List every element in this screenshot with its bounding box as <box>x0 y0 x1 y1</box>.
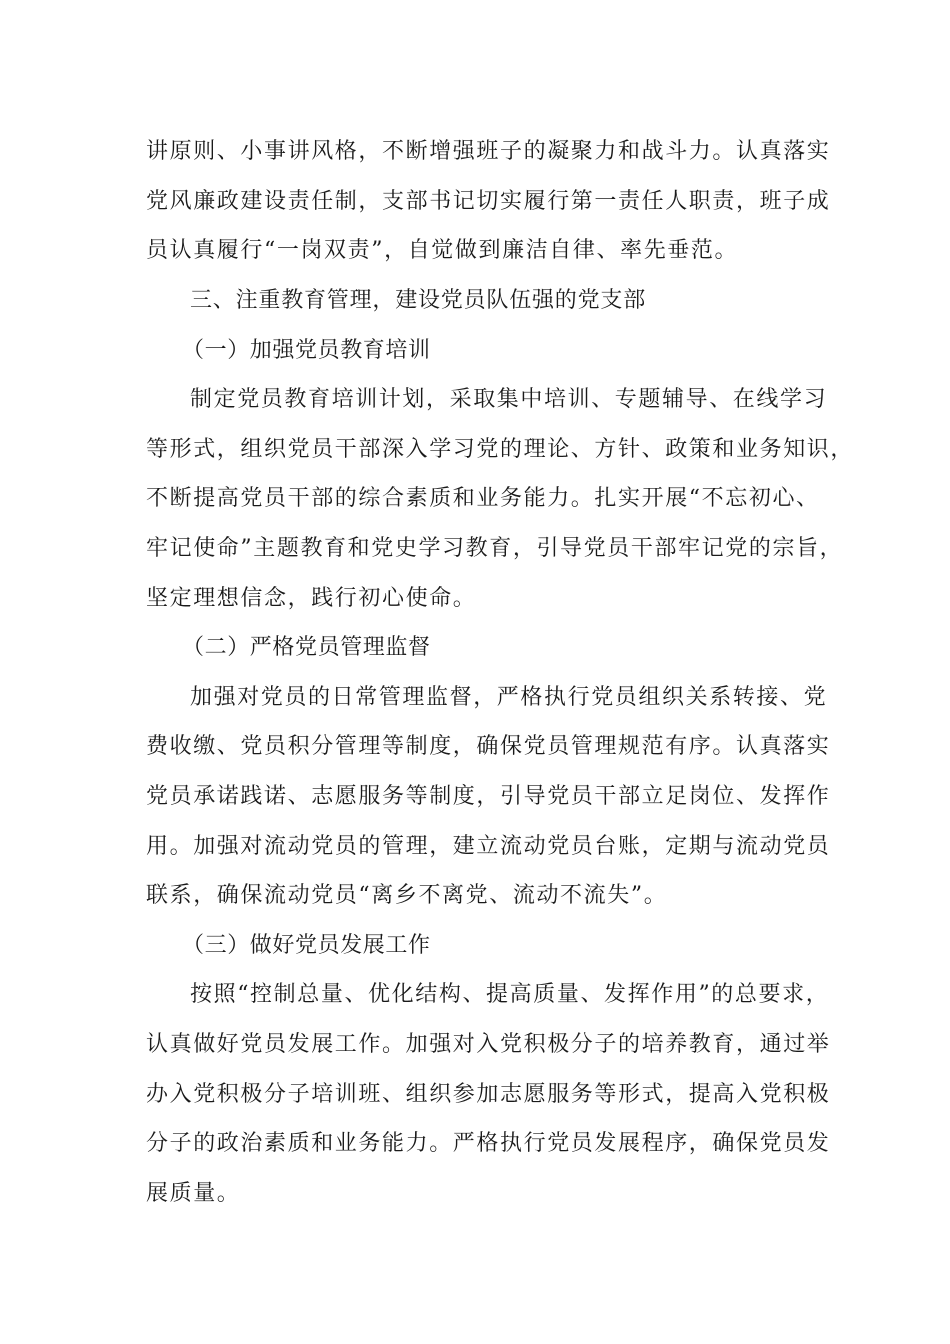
subsection-heading: （三）做好党员发展工作 <box>182 933 431 958</box>
text-line: 党风廉政建设责任制，支部书记切实履行第一责任人职责，班子成 <box>146 189 831 214</box>
text-line: 等形式，组织党员干部深入学习党的理论、方针、政策和业务知识， <box>146 437 855 462</box>
text-line: 牢记使命”主题教育和党史学习教育，引导党员干部牢记党的宗旨， <box>146 536 844 561</box>
text-line: 按照“控制总量、优化结构、提高质量、发挥作用”的总要求， <box>190 982 830 1007</box>
text-line: 党员承诺践诺、志愿服务等制度，引导党员干部立足岗位、发挥作 <box>146 784 831 809</box>
section-heading: 三、注重教育管理，建设党员队伍强的党支部 <box>190 288 647 313</box>
text-line: 认真做好党员发展工作。加强对入党积极分子的培养教育，通过举 <box>146 1032 831 1057</box>
text-line: 讲原则、小事讲风格，不断增强班子的凝聚力和战斗力。认真落实 <box>146 139 831 164</box>
text-line: 制定党员教育培训计划，采取集中培训、专题辅导、在线学习 <box>190 387 828 412</box>
text-line: 加强对党员的日常管理监督，严格执行党员组织关系转接、党 <box>190 685 828 710</box>
text-line: 联系，确保流动党员“离乡不离党、流动不流失”。 <box>146 883 668 908</box>
subsection-heading: （二）严格党员管理监督 <box>182 635 431 660</box>
text-line: 坚定理想信念，践行初心使命。 <box>146 586 477 611</box>
text-line: 办入党积极分子培训班、组织参加志愿服务等形式，提高入党积极 <box>146 1082 831 1107</box>
text-line: 用。加强对流动党员的管理，建立流动党员台账，定期与流动党员 <box>146 834 831 859</box>
text-line: 展质量。 <box>146 1181 241 1206</box>
text-line: 不断提高党员干部的综合素质和业务能力。扎实开展“不忘初心、 <box>146 486 820 511</box>
text-line: 员认真履行“一岗双责”，自觉做到廉洁自律、率先垂范。 <box>146 238 739 263</box>
text-line: 分子的政治素质和业务能力。严格执行党员发展程序，确保党员发 <box>146 1131 831 1156</box>
text-line: 费收缴、党员积分管理等制度，确保党员管理规范有序。认真落实 <box>146 734 831 759</box>
subsection-heading: （一）加强党员教育培训 <box>182 338 431 363</box>
